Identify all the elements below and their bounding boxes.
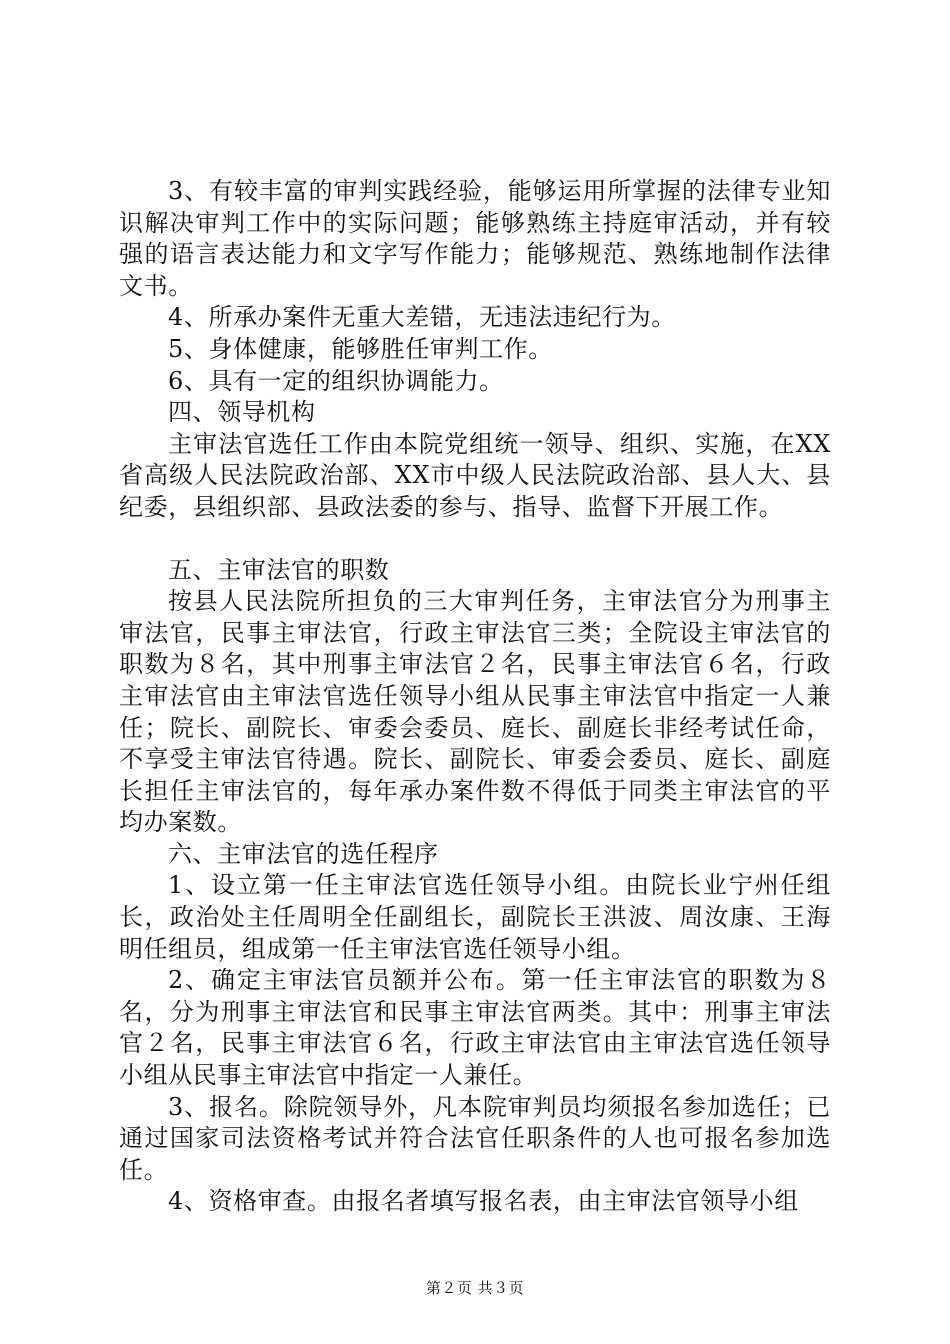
paragraph-procedure-3: 3、报名。除院领导外，凡本院审判员均须报名参加选任；已通过国家司法资格考试并符合法官任职条件的人也可报名参加选任。 <box>119 1092 831 1184</box>
paragraph-qualification-6: 6、具有一定的组织协调能力。 <box>168 366 504 395</box>
paragraph-procedure-4: 4、资格审查。由报名者填写报名表，由主审法官领导小组 <box>168 1187 799 1216</box>
paragraph-leadership: 主审法官选任工作由本院党组统一领导、组织、实施，在XX省高级人民法院政治部、XX市中级人民法院政治部、县人大、县纪委，县组织部、县政法委的参与、指导、监督下开展工作。 <box>119 429 831 521</box>
section-heading-leadership: 四、领导机构 <box>168 398 316 427</box>
page-footer: 第２页 共３页 <box>425 1279 525 1297</box>
paragraph-procedure-1: 1、设立第一任主审法官选任领导小组。由院长业宁州任组长，政治处主任周明全任副组长，副院长王洪波、周汝康、王海明任组员，组成第一任主审法官选任领导小组。 <box>119 871 831 963</box>
paragraph-qualification-3: 3、有较丰富的审判实践经验，能够运用所掌握的法律专业知识解决审判工作中的实际问题；能够熟练主持庭审活动，并有较强的语言表达能力和文字写作能力；能够规范、熟练地制作法律文书。 <box>119 177 831 300</box>
paragraph-positions: 按县人民法院所担负的三大审判任务，主审法官分为刑事主审法官，民事主审法官，行政主审法官三类；全院设主审法官的职数为８名，其中刑事主审法官２名，民事主审法官６名，行政主审法官由主审法官选任领导小组从民事主审法官中指定一人兼任；院长、副院长、审委会委员、庭长、副庭长非经考试任命，不享受主审法官待遇。院长、副院长、审委会委员、庭长、副庭长担任主审法官的，每年承办案件数不得低于同类主审法官的平均办案数。 <box>119 587 831 837</box>
paragraph-qualification-5: 5、身体健康，能够胜任审判工作。 <box>168 334 553 363</box>
section-heading-positions: 五、主审法官的职数 <box>168 555 390 584</box>
document-body <box>119 176 831 1218</box>
paragraph-qualification-4: 4、所承办案件无重大差错，无违法违纪行为。 <box>168 303 676 332</box>
section-heading-procedure: 六、主审法官的选任程序 <box>168 839 439 868</box>
paragraph-procedure-2: 2、确定主审法官员额并公布。第一任主审法官的职数为８名，分为刑事主审法官和民事主审法官两类。其中：刑事主审法官２名，民事主审法官６名，行政主审法官由主审法官选任领导小组从民事主审法官中指定一人兼任。 <box>119 966 831 1090</box>
